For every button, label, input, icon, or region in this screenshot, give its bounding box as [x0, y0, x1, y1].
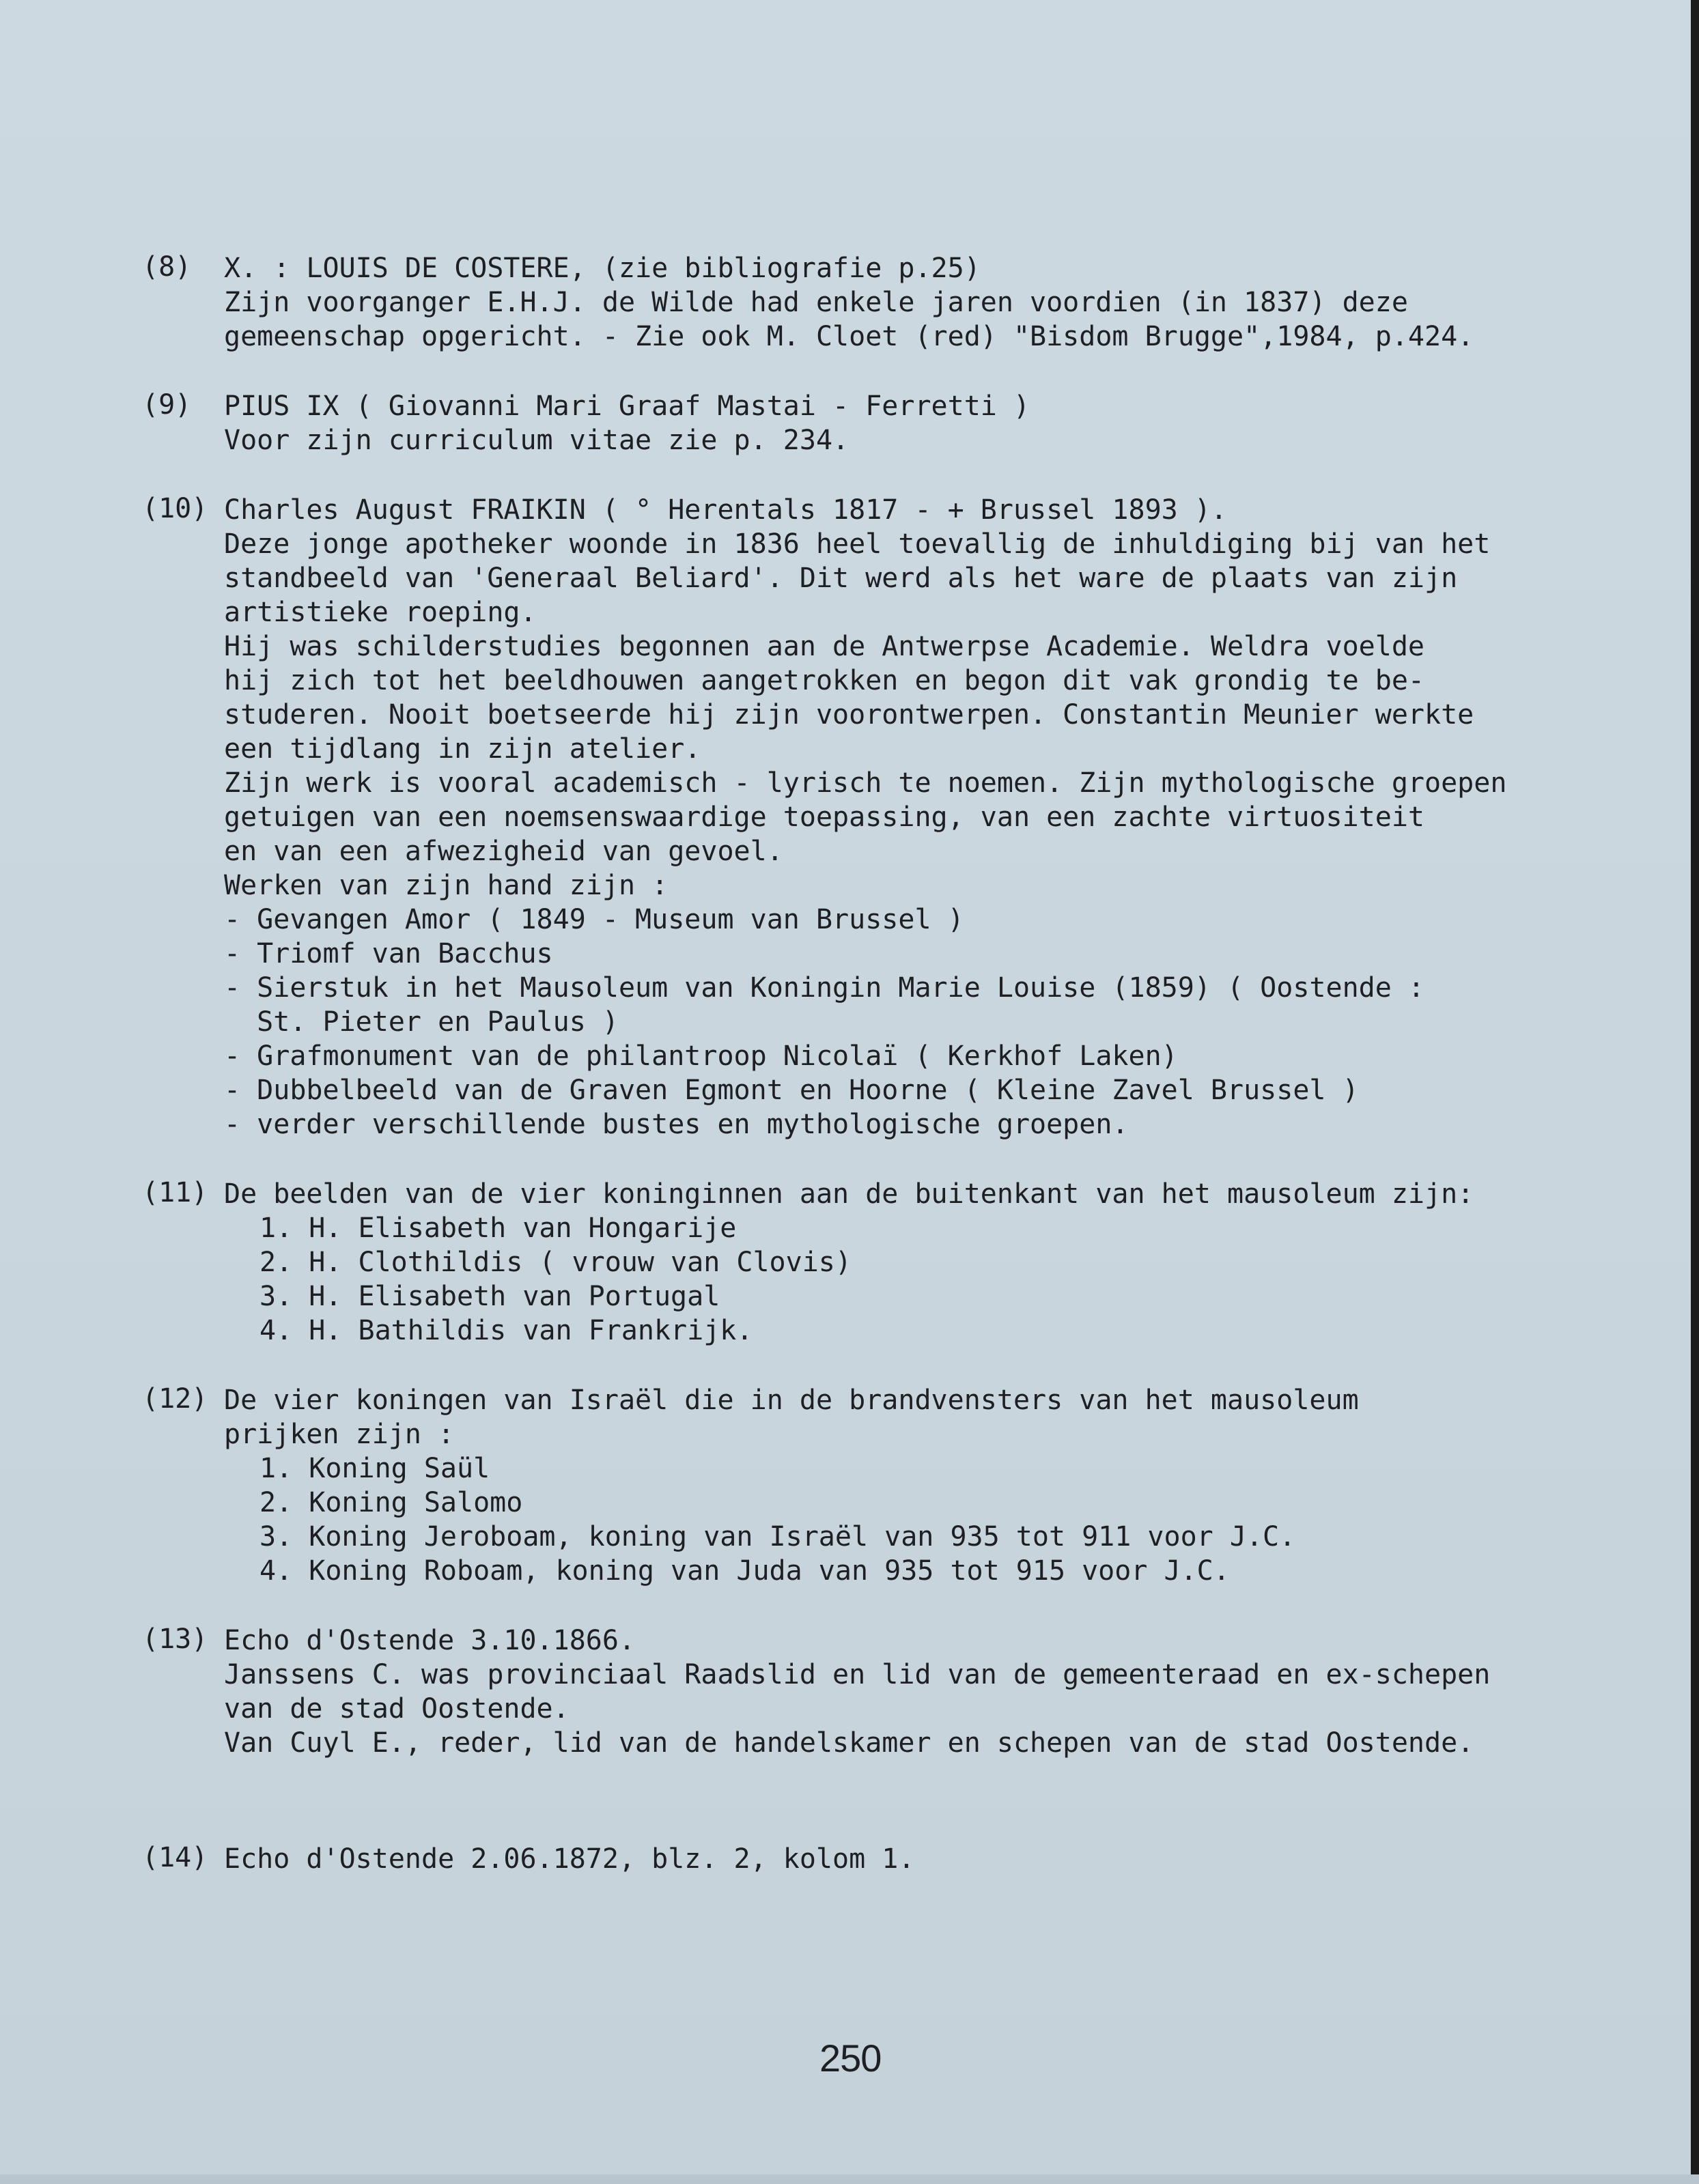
list-item: - Triomf van Bacchus: [224, 938, 553, 969]
footnote-line: Echo d'Ostende 3.10.1866.: [224, 1625, 636, 1656]
footnote-line: Janssens C. was provinciaal Raadslid en lid van de gemeenteraad en ex-schepen: [224, 1659, 1491, 1690]
footnote-line: Zijn werk is vooral academisch - lyrisch te noemen. Zijn mythologische groepen: [224, 767, 1507, 799]
list-item: 3. Koning Jeroboam, koning van Israël van 935 tot 911 voor J.C.: [259, 1521, 1296, 1552]
footnote-line: en van een afwezigheid van gevoel.: [224, 836, 783, 867]
footnote-line: studeren. Nooit boetseerde hij zijn voorontwerpen. Constantin Meunier werkte: [224, 699, 1474, 731]
footnote-line: hij zich tot het beeldhouwen aangetrokken en begon dit vak grondig te be-: [224, 665, 1424, 696]
scan-edge-right: [1691, 0, 1699, 2184]
list-item: 4. Koning Roboam, koning van Juda van 935 tot 915 voor J.C.: [259, 1555, 1230, 1587]
page-number: 250: [819, 2037, 882, 2080]
footnote-line: Deze jonge apotheker woonde in 1836 heel toevallig de inhuldiging bij van het: [224, 528, 1491, 560]
footnote-line: PIUS IX ( Giovanni Mari Graaf Mastai - Ferretti ): [224, 391, 1030, 422]
list-item: - Dubbelbeeld van de Graven Egmont en Hoorne ( Kleine Zavel Brussel ): [224, 1075, 1359, 1106]
list-item: - Grafmonument van de philantroop Nicolaï ( Kerkhof Laken): [224, 1040, 1178, 1072]
footnote-line: Echo d'Ostende 2.06.1872, blz. 2, kolom 1.: [224, 1843, 915, 1875]
list-item: 2. H. Clothildis ( vrouw van Clovis): [259, 1247, 852, 1278]
list-item: 1. Koning Saül: [259, 1453, 490, 1484]
footnote-line: van de stad Oostende.: [224, 1693, 570, 1725]
footnotes-block: [142, 251, 1610, 1876]
list-item: - verder verschillende bustes en mythologische groepen.: [224, 1109, 1129, 1140]
list-item-continuation: St. Pieter en Paulus ): [224, 1006, 619, 1038]
footnote-line: prijken zijn :: [224, 1419, 455, 1450]
footnote-12: [142, 1383, 1610, 1588]
footnote-line: Voor zijn curriculum vitae zie p. 234.: [224, 425, 850, 456]
footnote-line: gemeenschap opgericht. - Zie ook M. Cloet (red) "Bisdom Brugge",1984, p.424.: [224, 321, 1474, 352]
list-item: 1. H. Elisabeth van Hongarije: [259, 1212, 737, 1244]
footnote-number: (13): [142, 1623, 208, 1655]
footnote-line: Charles August FRAIKIN ( ° Herentals 1817 - + Brussel 1893 ).: [224, 494, 1228, 526]
footnote-line: Van Cuyl E., reder, lid van de handelskamer en schepen van de stad Oostende.: [224, 1727, 1474, 1759]
footnote-line: Werken van zijn hand zijn :: [224, 870, 669, 901]
footnote-10: [142, 493, 1610, 1141]
footnote-number: (9): [142, 389, 192, 421]
footnote-line: De vier koningen van Israël die in de brandvensters van het mausoleum: [224, 1385, 1359, 1416]
footnote-number: (12): [142, 1383, 208, 1415]
list-item: 2. Koning Salomo: [259, 1487, 523, 1518]
footnote-line: X. : LOUIS DE COSTERE, (zie bibliografie p.25): [224, 253, 981, 284]
list-item: - Gevangen Amor ( 1849 - Museum van Brussel ): [224, 904, 964, 935]
scan-edge-bottom: [0, 2174, 1699, 2184]
footnote-line: Zijn voorganger E.H.J. de Wilde had enkele jaren voordien (in 1837) deze: [224, 287, 1408, 318]
footnote-number: (14): [142, 1842, 208, 1873]
footnote-line: standbeeld van 'Generaal Beliard'. Dit werd als het ware de plaats van zijn: [224, 563, 1458, 594]
list-item: 3. H. Elisabeth van Portugal: [259, 1281, 720, 1312]
list-item: 4. H. Bathildis van Frankrijk.: [259, 1315, 753, 1346]
footnote-line: Hij was schilderstudies begonnen aan de Antwerpse Academie. Weldra voelde: [224, 631, 1424, 662]
footnote-line: getuigen van een noemsenswaardige toepassing, van een zachte virtuositeit: [224, 802, 1424, 833]
footnote-line: een tijdlang in zijn atelier.: [224, 733, 701, 765]
footnote-line: De beelden van de vier koninginnen aan de buitenkant van het mausoleum zijn:: [224, 1178, 1474, 1210]
footnote-number: (8): [142, 251, 192, 283]
footnote-14: [142, 1842, 1610, 1876]
footnote-13: [142, 1623, 1610, 1760]
list-item: - Sierstuk in het Mausoleum van Koningin Marie Louise (1859) ( Oostende :: [224, 972, 1424, 1004]
footnote-8: [142, 251, 1610, 354]
footnote-11: [142, 1177, 1610, 1348]
footnote-9: [142, 389, 1610, 457]
footnote-number: (11): [142, 1177, 208, 1208]
footnote-number: (10): [142, 493, 208, 524]
footnote-line: artistieke roeping.: [224, 597, 537, 628]
